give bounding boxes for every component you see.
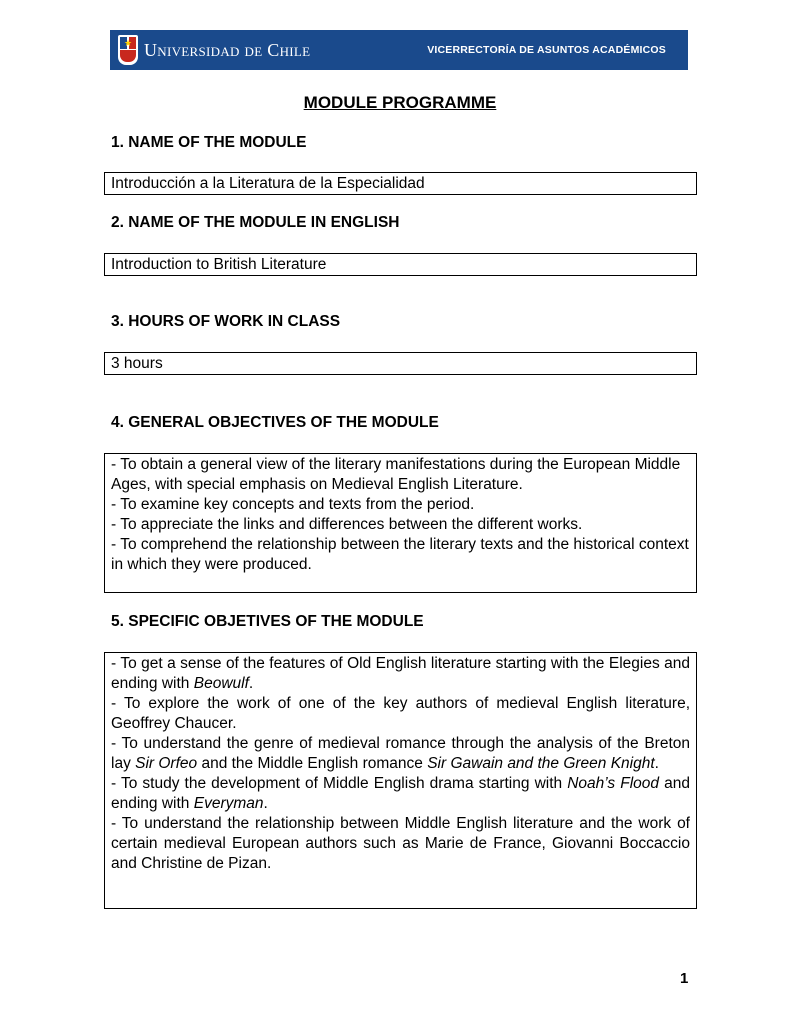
section-3-box: [104, 352, 697, 375]
specific-objective: - To study the development of Middle English drama starting with Noah’s Flood and ending with Everyman.: [111, 775, 690, 812]
hours-value: 3 hours: [111, 355, 163, 372]
general-objective: - To examine key concepts and texts from the period.: [111, 496, 475, 513]
section-1-heading: 1. NAME OF THE MODULE: [111, 134, 307, 151]
work-title: Noah’s Flood: [567, 775, 660, 792]
university-seal-icon: ★: [118, 35, 138, 65]
general-objective: - To appreciate the links and differences between the different works.: [111, 516, 583, 533]
specific-objective: - To explore the work of one of the key authors of medieval English literature, Geoffrey Chaucer.: [111, 695, 690, 732]
section-3-heading: 3. HOURS OF WORK IN CLASS: [111, 313, 341, 330]
page-number: 1: [680, 970, 689, 987]
section-5-box: [104, 652, 697, 909]
vicerrectoria-label: VICERRECTORÍA DE ASUNTOS ACADÉMICOS: [427, 44, 666, 56]
university-name: Universidad de Chile: [144, 39, 311, 60]
section-4-box: [104, 453, 697, 593]
section-1-box: [104, 172, 697, 195]
specific-objective: - To understand the relationship between Middle English literature and the work of certain medieval European authors such as Marie de France, Giovanni Boccaccio and Christine de Pizan.: [111, 815, 690, 872]
section-2-box: [104, 253, 697, 276]
specific-objective: - To understand the genre of medieval romance through the analysis of the Breton lay Sir Orfeo and the Middle English romance Sir Gawain and the Green Knight.: [111, 735, 690, 772]
general-objective: - To obtain a general view of the literary manifestations during the European Middle Ages, with special emphasis on Medieval English Literature.: [111, 456, 681, 493]
specific-objective: - To get a sense of the features of Old English literature starting with the Elegies and ending with Beowulf.: [111, 655, 690, 692]
module-name-value: Introducción a la Literatura de la Especialidad: [111, 175, 425, 192]
work-title: Sir Orfeo: [135, 755, 198, 772]
module-name-english-value: Introduction to British Literature: [111, 256, 327, 273]
section-5-heading: 5. SPECIFIC OBJETIVES OF THE MODULE: [111, 613, 424, 630]
section-4-heading: 4. GENERAL OBJECTIVES OF THE MODULE: [111, 414, 439, 431]
work-title: Sir Gawain and the Green Knight: [427, 755, 655, 772]
work-title: Beowulf: [193, 675, 249, 692]
general-objective: - To comprehend the relationship between the literary texts and the historical context in which they were produced.: [111, 536, 689, 573]
work-title: Everyman: [193, 795, 264, 812]
document-title: MODULE PROGRAMME: [303, 93, 497, 112]
university-logo: [118, 35, 310, 65]
section-2-heading: 2. NAME OF THE MODULE IN ENGLISH: [111, 214, 400, 231]
header-banner: [110, 30, 688, 70]
